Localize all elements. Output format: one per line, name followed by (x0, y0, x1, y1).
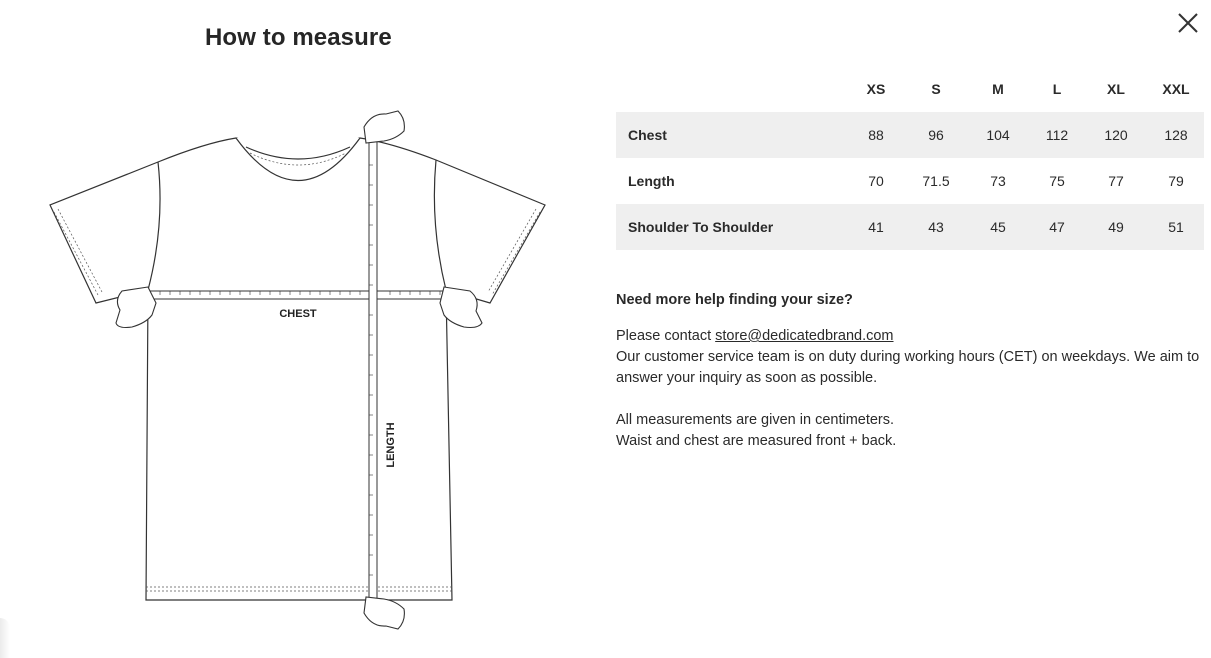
page-title: How to measure (205, 24, 392, 51)
page-edge-shadow (0, 618, 10, 658)
table-cell: 104 (966, 112, 1030, 158)
table-cell: 45 (966, 204, 1030, 250)
size-header-xl: XL (1107, 81, 1125, 97)
units-note: All measurements are given in centimeters. (616, 412, 895, 428)
table-cell: 51 (1148, 204, 1204, 250)
chest-tape (140, 291, 452, 299)
table-row (616, 158, 1204, 204)
size-header-s: S (931, 81, 941, 97)
size-header-xs: XS (866, 81, 886, 97)
top-hand-icon (364, 111, 404, 143)
size-header-row (616, 66, 1204, 112)
size-header-blank (616, 66, 846, 112)
table-cell: 79 (1168, 173, 1184, 189)
size-table (616, 66, 1204, 250)
table-cell: 128 (1148, 112, 1204, 158)
contact-email-link[interactable]: store@dedicatedbrand.com (715, 328, 894, 344)
table-cell: 75 (1049, 173, 1065, 189)
length-label: LENGTH (385, 422, 397, 468)
size-header-m: M (992, 81, 1004, 97)
table-cell: 120 (1084, 112, 1148, 158)
size-header-l: L (1052, 81, 1062, 97)
table-cell: 49 (1084, 204, 1148, 250)
contact-line (616, 326, 1202, 347)
table-cell: 43 (906, 204, 966, 250)
close-button[interactable] (1176, 11, 1200, 35)
table-cell: 47 (1030, 204, 1084, 250)
table-cell: 70 (868, 173, 884, 189)
table-cell: 77 (1108, 173, 1124, 189)
bottom-hand-icon (364, 597, 404, 629)
table-cell: 88 (846, 112, 906, 158)
table-cell: 71.5 (922, 173, 950, 189)
row-label: Chest (616, 112, 846, 158)
table-cell: 96 (906, 112, 966, 158)
row-label: Shoulder To Shoulder (616, 204, 846, 250)
table-cell: 112 (1030, 112, 1084, 158)
size-header-xxl: XXL (1162, 81, 1190, 97)
contact-prefix: Please contact (616, 328, 716, 344)
help-section (616, 290, 1202, 452)
row-label: Length (628, 173, 675, 189)
chest-label: CHEST (279, 308, 317, 320)
table-cell: 73 (990, 173, 1006, 189)
service-text: Our customer service team is on duty during working hours (CET) on weekdays. We aim to answer your inquiry as soon as possible. (616, 349, 1200, 386)
table-row (616, 204, 1204, 250)
help-question: Need more help finding your size? (616, 292, 853, 308)
table-row (616, 112, 1204, 158)
table-cell: 41 (846, 204, 906, 250)
tshirt-measure-illustration (40, 105, 560, 635)
tshirt-body (50, 138, 545, 600)
method-note: Waist and chest are measured front + back. (616, 433, 897, 449)
length-tape (369, 140, 377, 600)
close-icon[interactable] (1176, 11, 1200, 35)
